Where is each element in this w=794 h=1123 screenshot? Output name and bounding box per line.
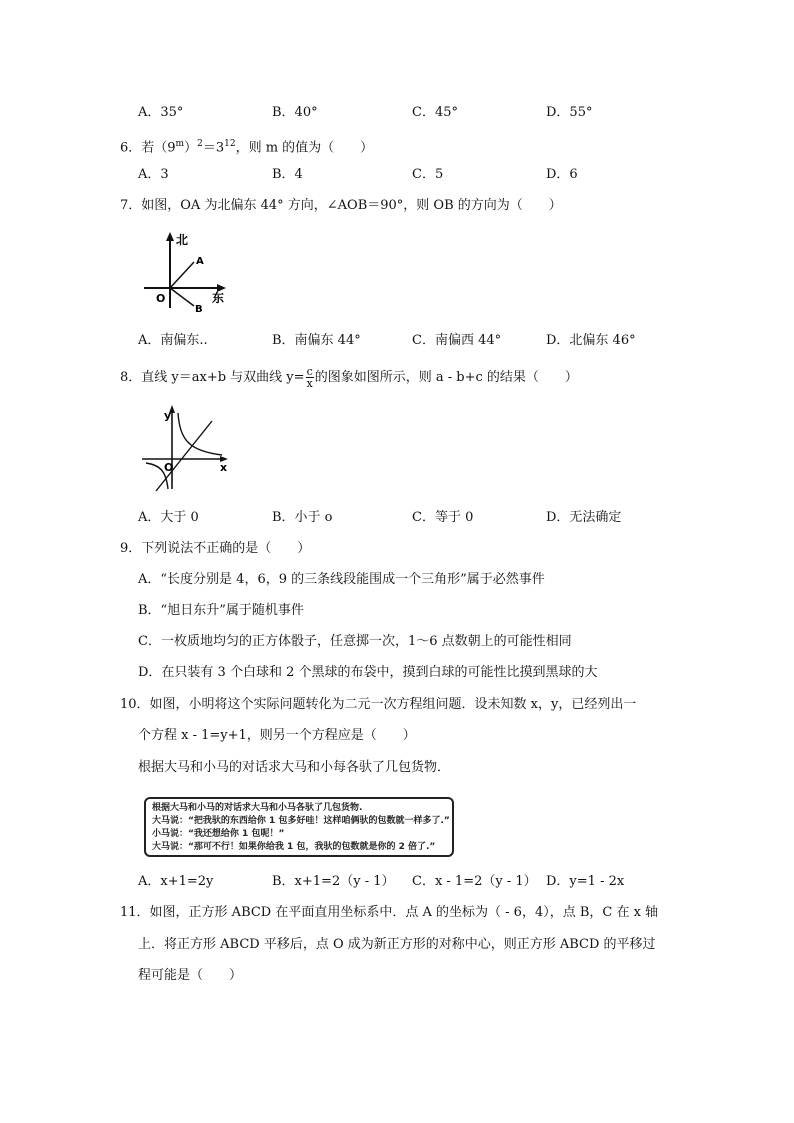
q10-option-a: A．x+1=2y <box>138 874 214 889</box>
q7-label-b: B <box>195 304 203 315</box>
q11-stem-line1: 11．如图，正方形 ABCD 在平面直用坐标系中．点 A 的坐标为（ - 6，4），点 B，C 在 x 轴 <box>120 905 659 920</box>
q6-option-d: D．6 <box>546 167 578 182</box>
q6-stem-suffix: ，则 m 的值为（ ） <box>235 140 374 156</box>
q9-option-b: B．“旭日东升”属于随机事件 <box>138 603 304 618</box>
q6-stem-mid: ） <box>184 140 198 156</box>
q8-option-d: D．无法确定 <box>546 510 622 525</box>
q8-hyperbola-branch-1 <box>178 413 222 455</box>
q10-stem-line3: 根据大马和小马的对话求大马和小每各驮了几包货物． <box>138 760 451 775</box>
q7-direction-figure <box>140 230 232 316</box>
q6-option-a: A．3 <box>138 167 169 182</box>
q7-north-arrowhead <box>166 232 174 241</box>
q8-frac-denominator: x <box>306 377 313 390</box>
q5-option-c: C．45° <box>412 105 458 120</box>
q10-option-c: C．x - 1=2（y - 1） <box>412 874 537 889</box>
q6-sup-12: 12 <box>224 139 236 149</box>
q8-stem-prefix: 8．直线 y＝ax+b 与双曲线 y= <box>120 370 305 385</box>
q11-stem-line2: 上．将正方形 ABCD 平移后，点 O 成为新正方形的对称中心，则正方形 ABCD 的平移过 <box>138 937 656 952</box>
q10-option-d: D．y=1 - 2x <box>546 874 625 889</box>
q8-option-b: B．小于 o <box>272 510 333 525</box>
q6-stem-prefix: 6．若（9 <box>120 140 176 156</box>
q8-option-c: C．等于 0 <box>412 510 474 525</box>
q7-label-east: 东 <box>212 291 225 305</box>
q8-label-y: y <box>164 409 172 422</box>
q7-stem: 7．如图，OA 为北偏东 44° 方向，∠AOB＝90°，则 OB 的方向为（ ） <box>120 198 562 213</box>
q7-option-c: C．南偏西 44° <box>412 333 502 348</box>
q9-stem: 9．下列说法不正确的是（ ） <box>120 541 311 556</box>
q10-option-b: B．x+1=2（y - 1） <box>272 874 395 889</box>
q7-option-b: B．南偏东 44° <box>272 333 361 348</box>
q7-label-north: 北 <box>176 233 189 247</box>
q8-label-x: x <box>220 461 228 474</box>
q6-sup-m: m <box>175 139 185 149</box>
q10-dialog-big-horse-2: 大马说：“那可不行！如果你给我 1 包，我驮的包数就是你的 2 倍了.” <box>152 842 436 852</box>
q8-fraction <box>306 366 314 389</box>
q7-ray-ob <box>170 288 194 306</box>
q8-graph-figure <box>140 405 236 493</box>
q5-option-b: B．40° <box>272 105 318 120</box>
q9-option-a: A．“长度分别是 4，6，9 的三条线段能围成一个三角形”属于必然事件 <box>138 572 545 587</box>
q7-label-o: O <box>156 292 166 305</box>
q7-ray-oa <box>170 262 194 288</box>
q10-dialog-small-horse: 小马说：“我还想给你 1 包呢！” <box>152 829 285 839</box>
q7-label-a: A <box>196 256 204 267</box>
q7-option-d: D．北偏东 46° <box>546 333 636 348</box>
q6-option-c: C．5 <box>412 167 444 182</box>
q6-stem-eq: ＝3 <box>202 140 225 156</box>
q10-stem-line2: 个方程 x - 1=y+1，则另一个方程应是（ ） <box>138 728 416 743</box>
q8-stem-suffix: 的图象如图所示，则 a - b+c 的结果（ ） <box>314 370 578 385</box>
q10-dialog-box <box>144 797 454 857</box>
q8-label-o: O <box>164 461 174 474</box>
q5-option-d: D．55° <box>546 105 593 120</box>
q8-stem <box>120 366 578 389</box>
q11-stem-line3: 程可能是（ ） <box>138 968 243 983</box>
q10-dialog-big-horse-1: 大马说：“把我驮的东西给你 1 包多好哇！这样咱俩驮的包数就一样多了.” <box>152 816 450 826</box>
q6-stem <box>120 135 373 157</box>
q8-straight-line <box>156 421 212 491</box>
q9-option-c: C．一枚质地均匀的正方体骰子，任意掷一次，1～6 点数朝上的可能性相同 <box>138 634 572 649</box>
q9-option-d: D．在只装有 3 个白球和 2 个黑球的布袋中，摸到白球的可能性比摸到黑球的大 <box>138 665 598 680</box>
q10-dialog-title: 根据大马和小马的对话求大马和小马各驮了几包货物. <box>152 803 363 813</box>
q8-option-a: A．大于 0 <box>138 510 199 525</box>
q7-option-a: A．南偏东.. <box>138 333 208 348</box>
q8-frac-numerator: c <box>306 365 313 378</box>
q6-sup-2: 2 <box>197 139 203 149</box>
q6-option-b: B．4 <box>272 167 303 182</box>
q10-stem-line1: 10．如图，小明将这个实际问题转化为二元一次方程组问题．设未知数 x，y，已经列出一 <box>120 697 637 712</box>
q5-option-a: A．35° <box>138 105 184 120</box>
